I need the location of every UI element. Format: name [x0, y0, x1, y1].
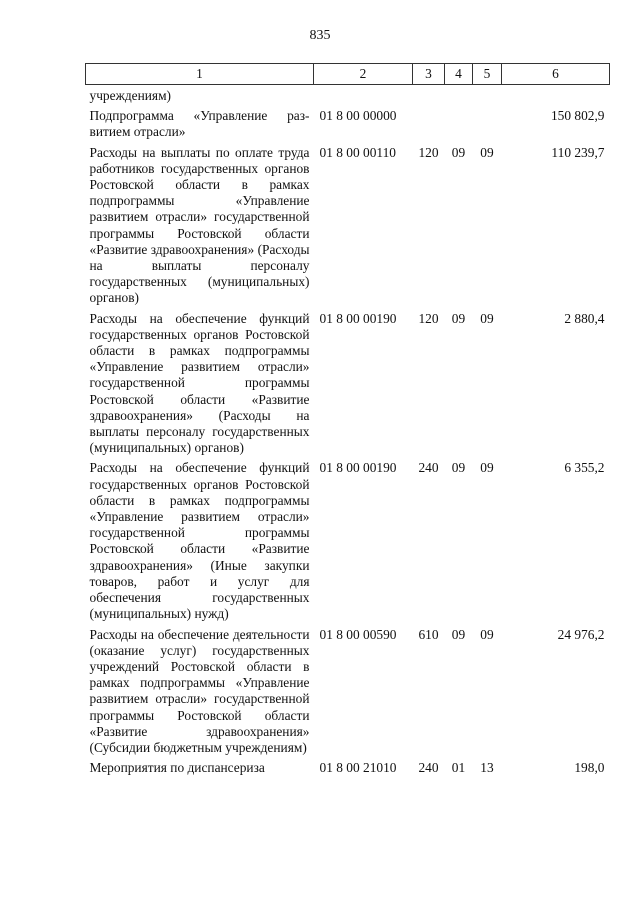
row-target-article: 01 8 00 00190: [319, 310, 397, 326]
row-section: 09: [451, 144, 466, 160]
row-subsection: 09: [480, 144, 494, 160]
table-row: [86, 311, 610, 461]
row-amount: 24 976,2: [557, 626, 605, 642]
row-amount: 110 239,7: [551, 144, 605, 160]
row-name: Расходы на обеспечение функций государственных органов Ростовской области в рамках подпрограммы «Управление развитием отрасли» государственной программы Ростовской области «Развитие здравоохранения» (Иные закупки товаров, работ и услуг для обеспечения государственных (муниципальных) нужд): [89, 460, 310, 622]
row-expense-type: [413, 108, 445, 144]
row-name: Расходы на обеспечение деятельности (оказание услуг) государственных учреждений Ростовской области в рамках подпрограммы «Управление развитием отрасли» государственной программы Ростовской области «Развитие здравоохранения» (Субсидии бюджетным учреждениям): [89, 626, 310, 755]
row-expense-type: 240: [418, 760, 439, 776]
column-header-amount: 6: [502, 64, 610, 85]
row-subsection: 09: [480, 626, 494, 642]
table-header-row: [86, 64, 610, 85]
row-name: учреждениям): [89, 88, 172, 103]
row-target-article: 01 8 00 21010: [319, 760, 397, 776]
column-header-expense-type: 3: [413, 64, 445, 85]
row-expense-type: 120: [418, 310, 439, 326]
column-header-name: 1: [86, 64, 314, 85]
row-target-article: 01 8 00 00000: [319, 108, 397, 124]
row-amount: 150 802,9: [550, 108, 605, 124]
row-amount: [502, 85, 610, 109]
row-amount: 198,0: [574, 760, 605, 776]
table-row: [86, 627, 610, 761]
row-expense-type: 240: [418, 460, 439, 476]
row-expense-type: [413, 85, 445, 109]
budget-table: [85, 63, 610, 780]
row-section: [445, 85, 473, 109]
row-section: [445, 108, 473, 144]
row-name: Расходы на обеспечение функций государственных органов Ростовской области в рамках подпрограммы «Управление развитием отрасли» государственной программы Ростовской области «Развитие здравоохранения» (Расходы на выплаты персоналу государственных (муниципальных) органов): [89, 310, 310, 456]
column-header-subsection: 5: [473, 64, 502, 85]
row-amount: 6 355,2: [564, 460, 605, 476]
row-amount: 2 880,4: [564, 310, 605, 326]
table-row: [86, 145, 610, 311]
row-subsection: 09: [480, 310, 494, 326]
row-expense-type: 610: [418, 626, 439, 642]
row-section: 09: [451, 460, 466, 476]
row-section: 01: [451, 760, 466, 776]
row-target-article: 01 8 00 00590: [319, 626, 397, 642]
column-header-target-article: 2: [314, 64, 413, 85]
table-row: [86, 460, 610, 626]
row-target-article: [314, 85, 413, 109]
row-name: Расходы на выплаты по оплате труда работников государственных органов Ростовской области в рамках подпрограммы «Управление развитием отрасли» государственной программы Ростовской области «Развитие здравоохранения» (Расходы на выплаты персоналу государственных (муниципальных) органов): [89, 144, 310, 306]
row-target-article: 01 8 00 00190: [319, 460, 397, 476]
row-target-article: 01 8 00 00110: [319, 144, 396, 160]
row-subsection: [473, 85, 502, 109]
row-subsection: 13: [480, 760, 494, 776]
row-expense-type: 120: [418, 144, 439, 160]
row-subsection: [473, 108, 502, 144]
row-subsection: 09: [480, 460, 494, 476]
row-section: 09: [451, 310, 466, 326]
page-number: 835: [309, 28, 331, 43]
table-row: [86, 760, 610, 780]
column-header-section: 4: [445, 64, 473, 85]
table-row: [86, 108, 610, 144]
row-section: 09: [451, 626, 466, 642]
table-row: [86, 85, 610, 109]
row-name: Мероприятия по диспансериза: [89, 760, 265, 776]
row-name: Подпрограмма «Управление развитием отрасли»: [89, 108, 310, 140]
